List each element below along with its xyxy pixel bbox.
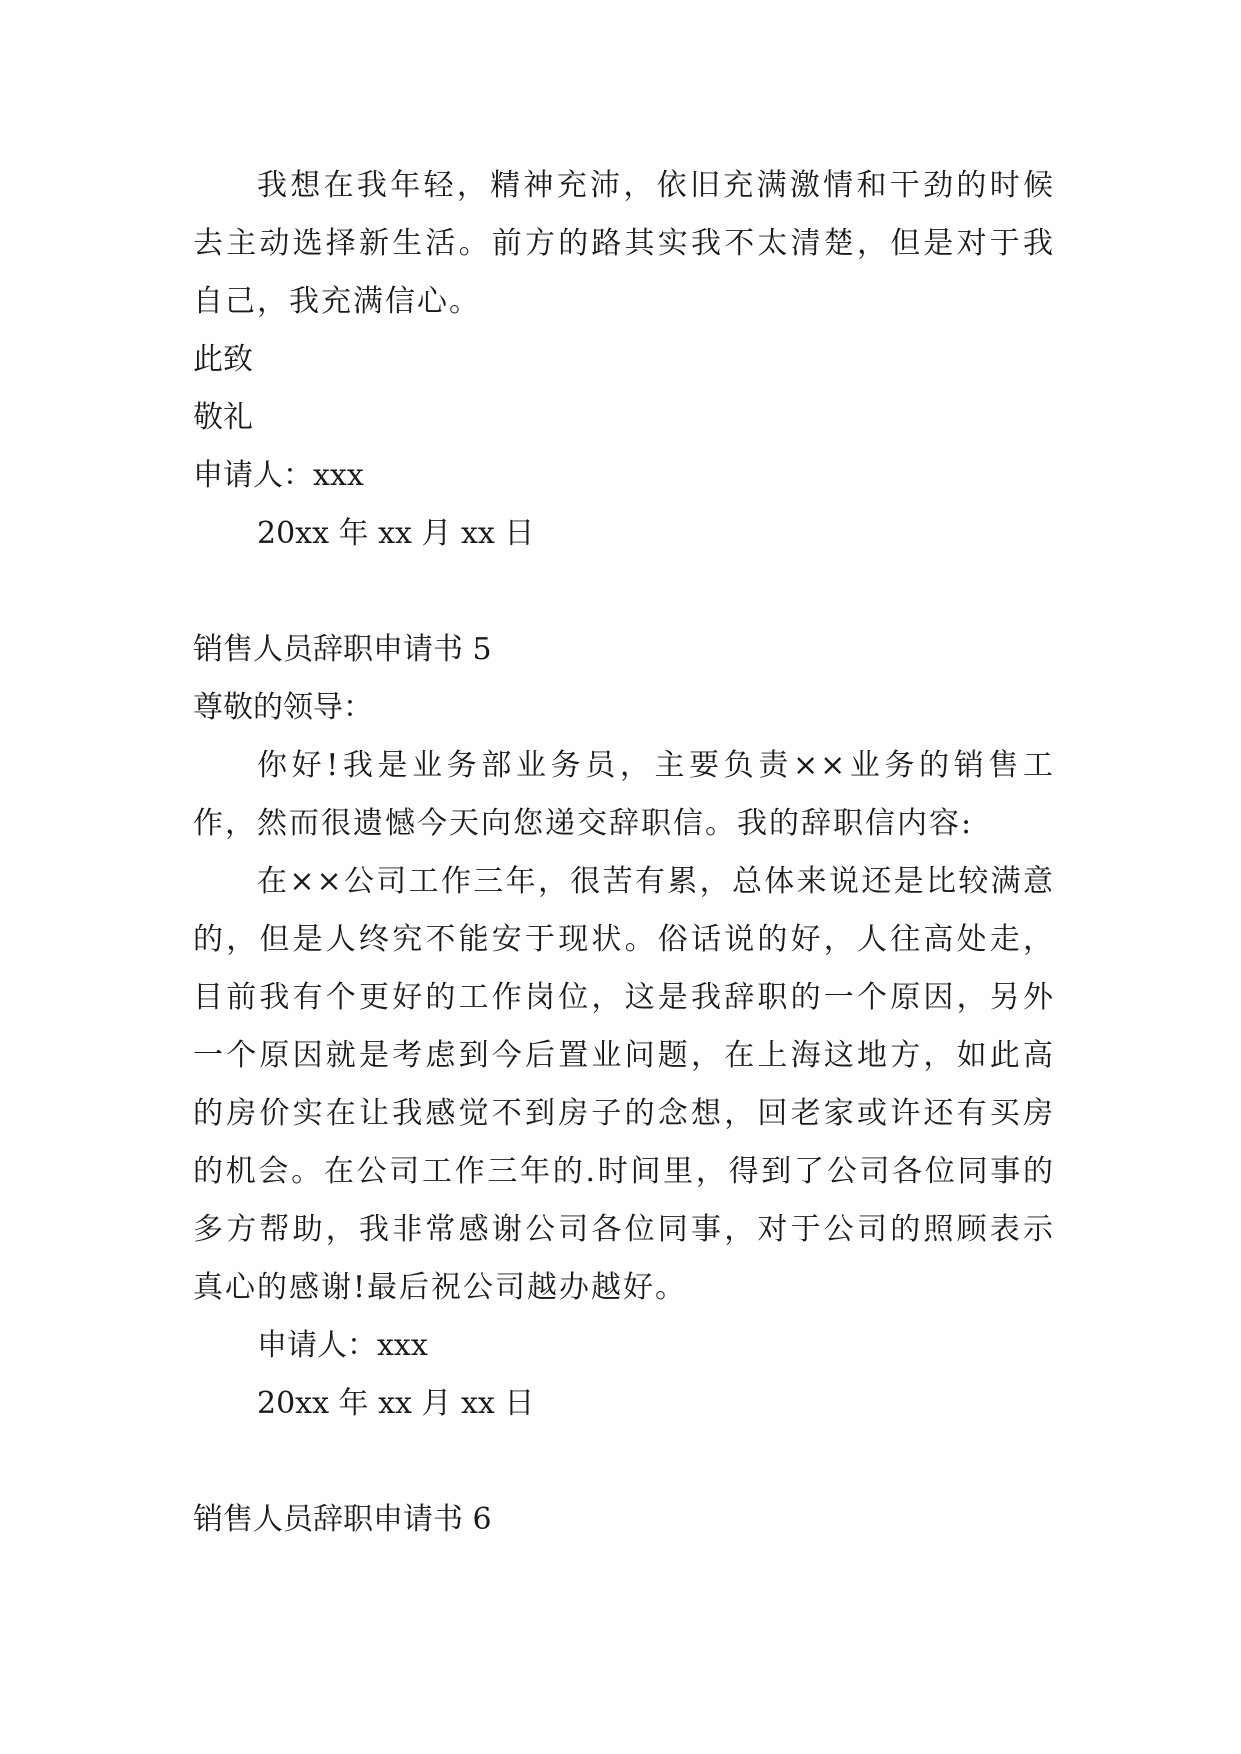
section4-applicant: 申请人：xxx	[193, 458, 364, 493]
section4-body-paragraph	[193, 157, 1055, 331]
section5-title: 销售人员辞职申请书 5	[193, 632, 492, 667]
section5-paragraph-1-text: 你好!我是业务部业务员，主要负责××业务的销售工作，然而很遗憾今天向您递交辞职信。我的辞职信内容:	[193, 748, 1055, 841]
closing-cizhi: 此致	[193, 342, 253, 377]
section5-paragraph-2	[193, 853, 1055, 1317]
section5-paragraph-1	[193, 737, 1055, 853]
section5-date: 20xx 年 xx 月 xx 日	[257, 1386, 535, 1421]
section5-paragraph-2-text: 在××公司工作三年，很苦有累，总体来说还是比较满意的，但是人终究不能安于现状。俗话说的好，人往高处走，目前我有个更好的工作岗位，这是我辞职的一个原因，另外一个原因就是考虑到今后置业问题，在上海这地方，如此高的房价实在让我感觉不到房子的念想，回老家或许还有买房的机会。在公司工作三年的.时间里，得到了公司各位同事的多方帮助，我非常感谢公司各位同事，对于公司的照顾表示真心的感谢!最后祝公司越办越好。	[193, 864, 1055, 1305]
closing-jingli: 敬礼	[193, 400, 253, 435]
section5-salutation: 尊敬的领导：	[193, 690, 373, 725]
section5-applicant: 申请人：xxx	[257, 1328, 428, 1363]
section6-title: 销售人员辞职申请书 6	[193, 1502, 492, 1537]
section4-paragraph-text: 我想在我年轻，精神充沛，依旧充满激情和干劲的时候去主动选择新生活。前方的路其实我不太清楚，但是对于我自己，我充满信心。	[193, 168, 1055, 319]
section4-date: 20xx 年 xx 月 xx 日	[257, 516, 535, 551]
